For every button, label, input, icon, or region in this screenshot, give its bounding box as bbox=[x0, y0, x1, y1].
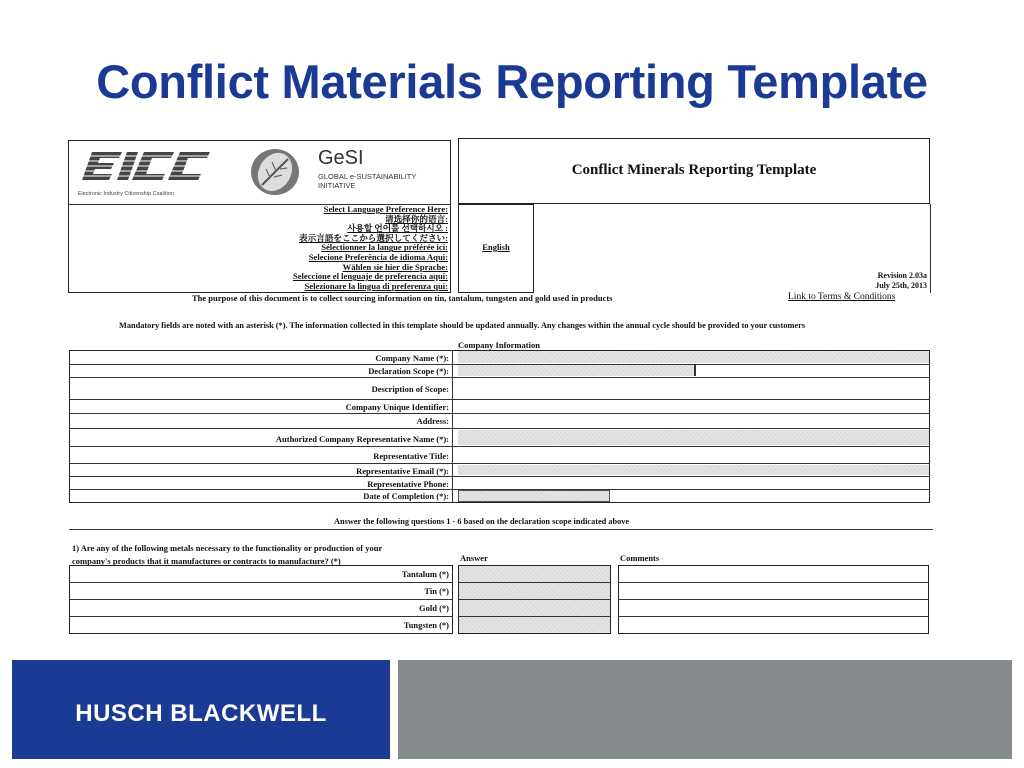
template-title: Conflict Minerals Reporting Template bbox=[571, 162, 817, 178]
questions-intro: Answer the following questions 1 - 6 based on the declaration scope indicated above bbox=[334, 517, 630, 526]
terms-link[interactable]: Link to Terms & Conditions bbox=[788, 292, 896, 302]
answer-header: Answer bbox=[460, 553, 488, 563]
address-input[interactable] bbox=[458, 415, 929, 427]
gesi-leaf-logo bbox=[248, 147, 302, 197]
language-value[interactable]: English bbox=[482, 242, 510, 252]
mandatory-note: Mandatory fields are noted with an asterisk (*). The information collected in this template should be updated annually. Any changes within the annual cycle should be provided to your customers bbox=[119, 321, 806, 330]
field-label: Company Name (*): bbox=[375, 353, 449, 363]
answer-gold-select[interactable] bbox=[459, 600, 610, 616]
language-prompts: Select Language Preference Here: 请选择你的语言: 사용할 언어를 선택하시오 : 表示言語をここから選択してください: Sélectionner la langue préférée ici: Selecione Preferência de idioma Aqui: Wählen sie hier die Sprache: Seleccione el lenguaje de preferencia aqui: Selezionare la lingua di preferenza qui: bbox=[292, 204, 448, 291]
representative-name-input[interactable] bbox=[458, 430, 929, 445]
comments-header: Comments bbox=[620, 553, 660, 563]
answer-tin-select[interactable] bbox=[459, 583, 610, 599]
field-label: Representative Phone: bbox=[367, 479, 449, 489]
representative-phone-input[interactable] bbox=[458, 478, 929, 488]
husch-blackwell-logo: HUSCH BLACKWELL bbox=[75, 700, 327, 727]
metal-label: Tantalum (*) bbox=[401, 569, 449, 579]
metal-label: Tungsten (*) bbox=[403, 620, 449, 630]
question-1: 1) Are any of the following metals necessary to the functionality or production of your company's products that it manufactures or contracts to manufacture? (*) bbox=[72, 543, 383, 566]
purpose-text: The purpose of this document is to collect sourcing information on tin, tantalum, tungsten and gold used in products bbox=[192, 293, 613, 303]
footer-gray-panel bbox=[398, 660, 1012, 759]
metal-label: Gold (*) bbox=[419, 603, 449, 613]
field-label: Representative Title: bbox=[373, 451, 449, 461]
comment-tungsten-input[interactable] bbox=[619, 617, 928, 633]
date-completion-input[interactable] bbox=[458, 490, 610, 502]
gesi-logo-text: GeSI bbox=[318, 147, 364, 169]
company-name-input[interactable] bbox=[458, 351, 929, 363]
description-scope-input[interactable] bbox=[458, 379, 929, 398]
slide-title: Conflict Materials Reporting Template bbox=[96, 55, 928, 108]
company-info-header: Company Information bbox=[458, 340, 540, 350]
representative-email-input[interactable] bbox=[458, 465, 929, 475]
declaration-scope-select[interactable] bbox=[458, 365, 694, 376]
comment-tin-input[interactable] bbox=[619, 583, 928, 599]
gesi-tagline: GLOBAL e-SUSTAINABILITY INITIATIVE bbox=[318, 172, 417, 190]
field-label: Representative Email (*): bbox=[356, 466, 449, 476]
field-label: Address: bbox=[416, 416, 449, 426]
field-label: Description of Scope: bbox=[371, 384, 449, 394]
comment-tantalum-input[interactable] bbox=[619, 566, 928, 582]
comment-gold-input[interactable] bbox=[619, 600, 928, 616]
representative-title-input[interactable] bbox=[458, 448, 929, 462]
revision-info: Revision 2.03a July 25th, 2013 bbox=[875, 271, 927, 290]
field-label: Declaration Scope (*): bbox=[368, 366, 449, 376]
field-label: Company Unique Identifier: bbox=[345, 402, 449, 412]
field-label: Authorized Company Representative Name (*): bbox=[275, 434, 449, 444]
metal-label: Tin (*) bbox=[424, 586, 449, 596]
eicc-logo bbox=[82, 150, 222, 192]
footer-brand-panel bbox=[12, 660, 390, 759]
field-label: Date of Completion (*): bbox=[363, 491, 449, 501]
answer-tantalum-select[interactable] bbox=[459, 566, 610, 582]
eicc-tagline: Electronic Industry Citizenship Coalition bbox=[78, 191, 175, 197]
answer-tungsten-select[interactable] bbox=[459, 617, 610, 633]
company-identifier-input[interactable] bbox=[458, 401, 929, 412]
